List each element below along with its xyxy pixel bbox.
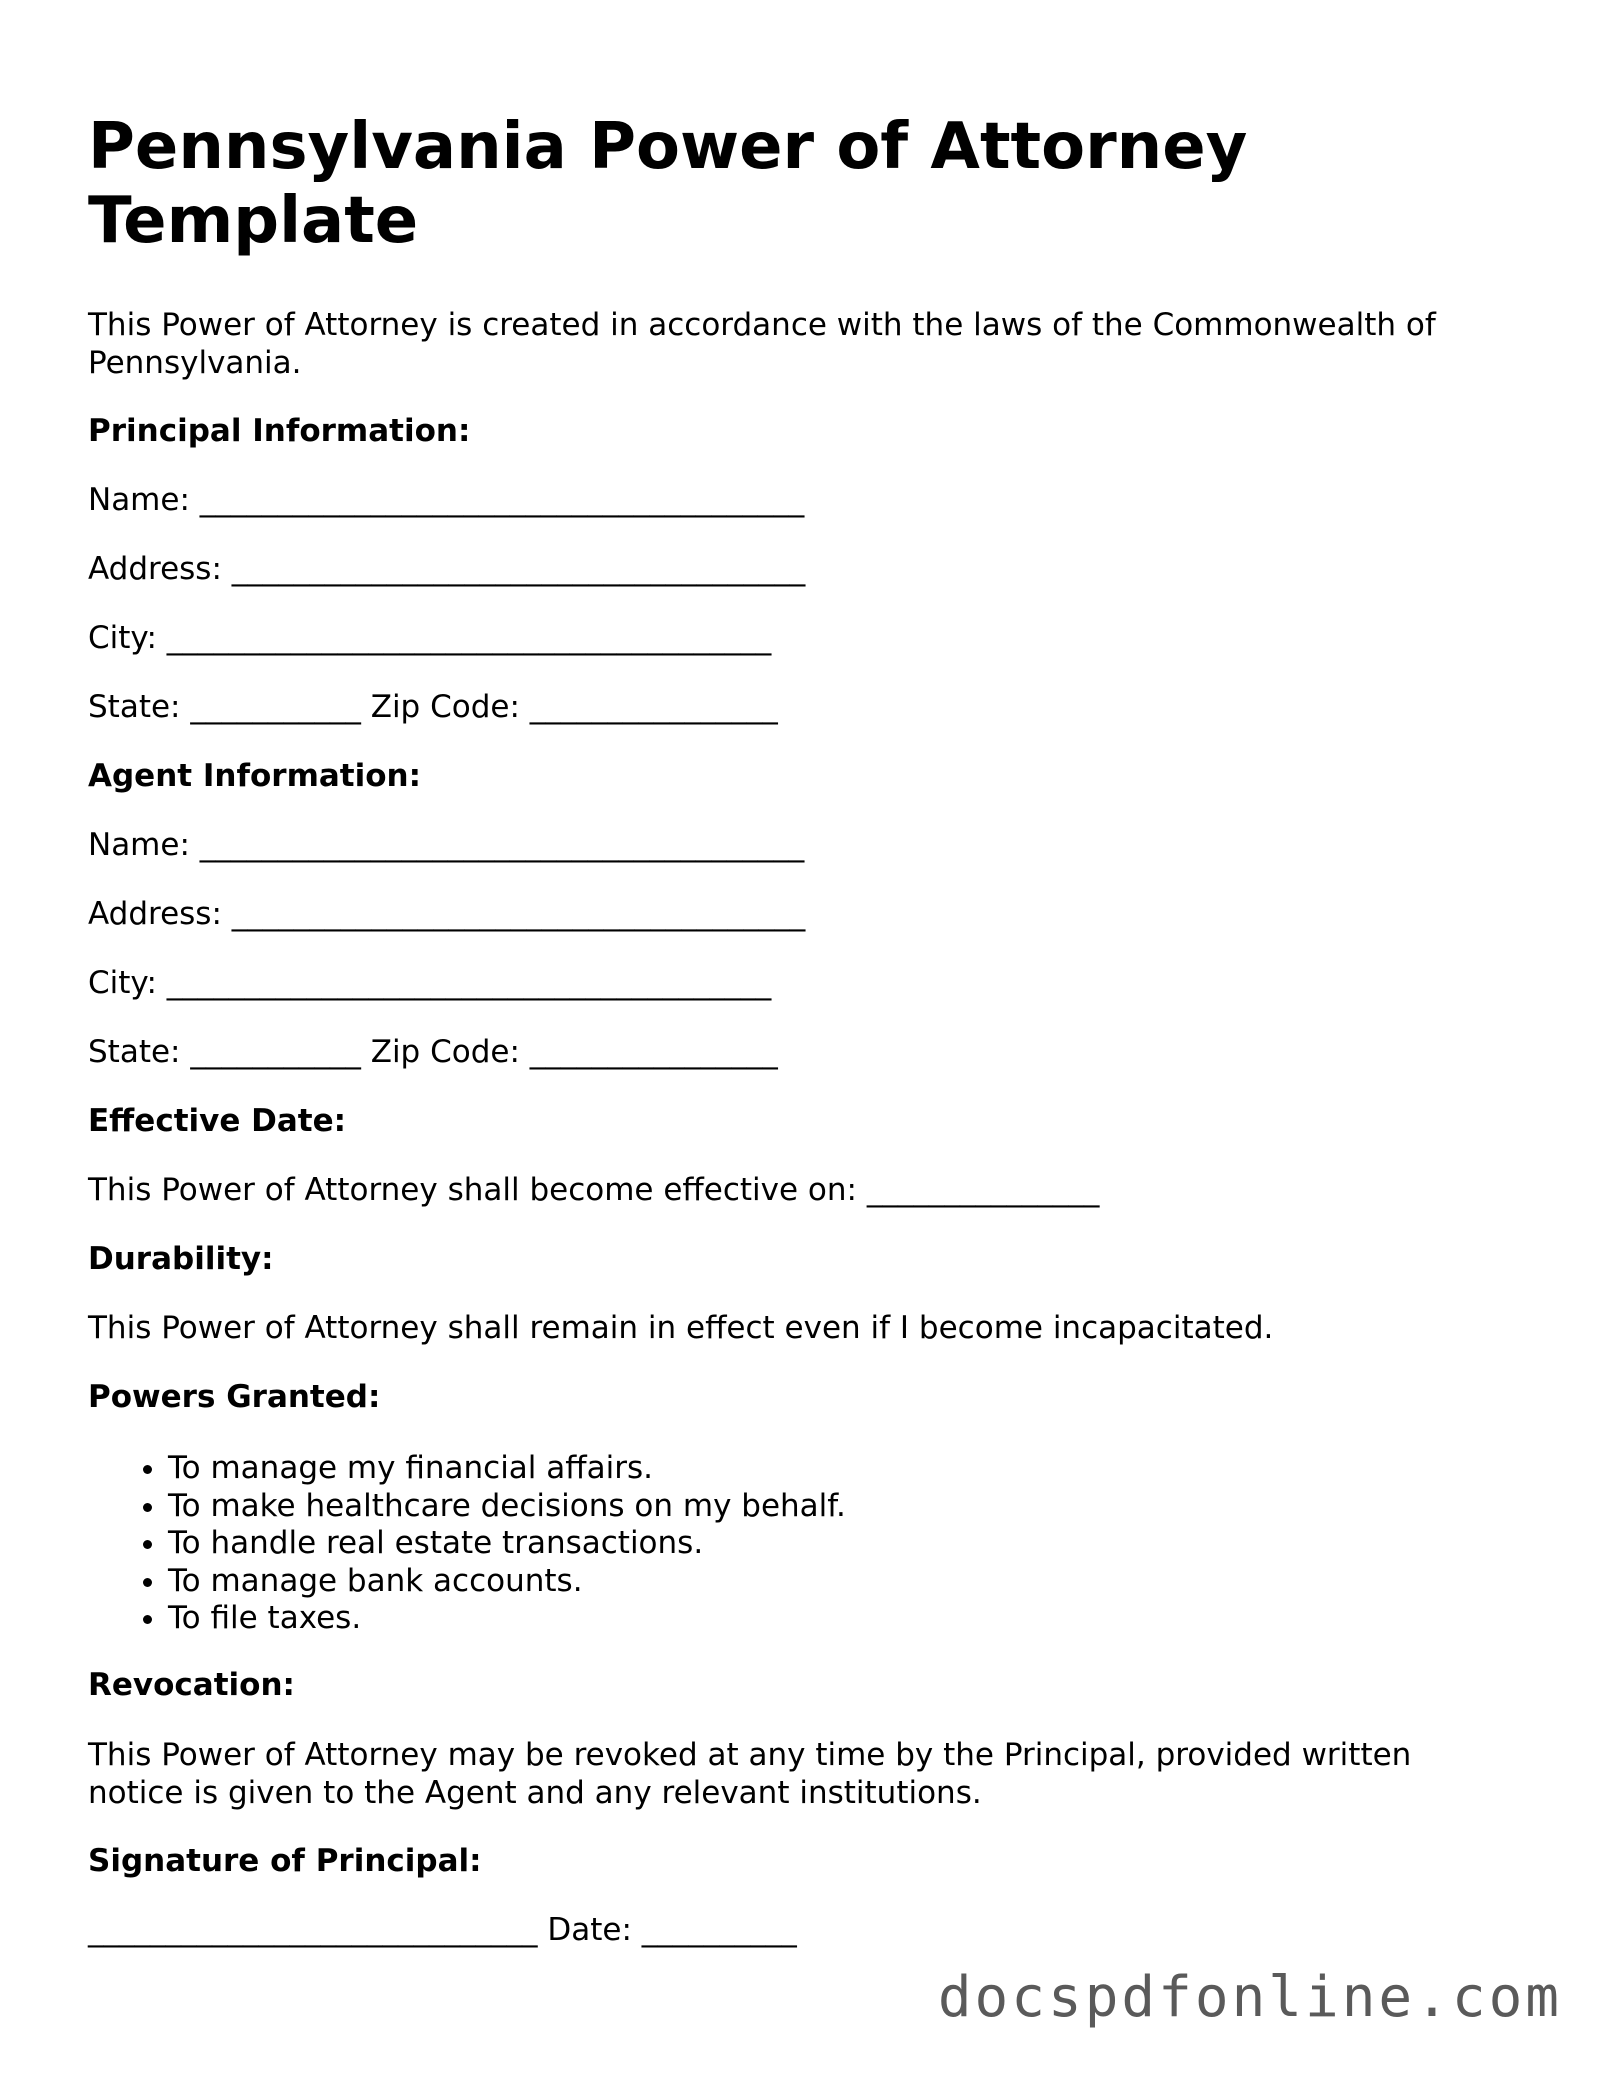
- intro-text: This Power of Attorney is created in accordance with the laws of the Commonwealth of Pennsylvania.: [88, 307, 1436, 381]
- page-title: Pennsylvania Power of Attorney Template: [88, 110, 1248, 258]
- principal-address-field[interactable]: Address: _____________________________________: [88, 551, 806, 587]
- list-item: • To file taxes.: [168, 1600, 846, 1638]
- principal-heading: Principal Information:: [88, 413, 471, 449]
- list-item: • To manage bank accounts.: [168, 1563, 846, 1601]
- signature-date-field[interactable]: _____________________________ Date: __________: [88, 1912, 797, 1948]
- principal-name-field[interactable]: Name: _______________________________________: [88, 482, 805, 518]
- agent-city-field[interactable]: City: _______________________________________: [88, 965, 772, 1001]
- revocation-text: This Power of Attorney may be revoked at any time by the Principal, provided written notice is given to the Agent and any relevant institutions.: [88, 1737, 1412, 1811]
- revocation-heading: Revocation:: [88, 1667, 295, 1703]
- agent-address-field[interactable]: Address: _____________________________________: [88, 896, 806, 932]
- watermark-text: docspdfonline.com: [937, 1965, 1562, 2030]
- powers-heading: Powers Granted:: [88, 1379, 381, 1415]
- principal-state-zip-field[interactable]: State: ___________ Zip Code: ________________: [88, 689, 778, 725]
- powers-list: [88, 1450, 846, 1638]
- agent-name-field[interactable]: Name: _______________________________________: [88, 827, 805, 863]
- agent-heading: Agent Information:: [88, 758, 421, 794]
- signature-heading: Signature of Principal:: [88, 1843, 482, 1879]
- effective-date-field[interactable]: This Power of Attorney shall become effective on: _______________: [88, 1172, 1100, 1208]
- list-item: • To handle real estate transactions.: [168, 1525, 846, 1563]
- list-item: • To manage my financial affairs.: [168, 1450, 846, 1488]
- list-item: • To make healthcare decisions on my behalf.: [168, 1488, 846, 1526]
- durability-text: This Power of Attorney shall remain in effect even if I become incapacitated.: [88, 1310, 1274, 1346]
- durability-heading: Durability:: [88, 1241, 274, 1277]
- agent-state-zip-field[interactable]: State: ___________ Zip Code: ________________: [88, 1034, 778, 1070]
- effective-date-heading: Effective Date:: [88, 1103, 347, 1139]
- principal-city-field[interactable]: City: _______________________________________: [88, 620, 772, 656]
